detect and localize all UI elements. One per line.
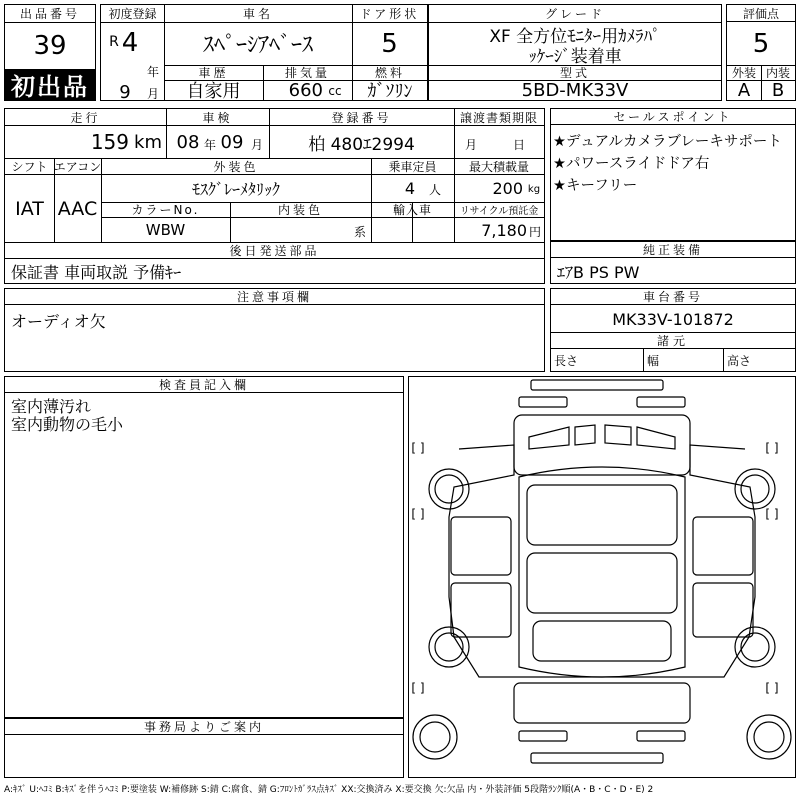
length-label: 長さ — [554, 353, 579, 368]
recycle-unit: 円 — [528, 224, 541, 239]
shift: IAT — [15, 197, 44, 220]
reg-no-label: 登録番号 — [331, 110, 392, 125]
reg-month: 9 — [119, 83, 131, 101]
insp-month-unit: 月 — [250, 137, 263, 152]
bracket-top-right: [ ] — [765, 441, 779, 455]
height-label: 高さ — [727, 353, 752, 368]
car-diagram-box — [408, 376, 796, 778]
equipment: ｴｱB PS PW — [557, 262, 640, 282]
max-load-unit: kg — [527, 183, 541, 195]
capacity: 4 — [404, 179, 415, 198]
notes-box — [4, 288, 545, 372]
exterior-grade: A — [737, 80, 751, 100]
displacement: 660 — [288, 80, 323, 100]
first-listing-badge: 初出品 — [5, 69, 95, 100]
interior-grade: B — [771, 80, 785, 100]
exterior-color-label: 外装色 — [213, 159, 259, 174]
header-grid — [100, 4, 722, 101]
office-label: 事務局よりご案内 — [5, 719, 403, 735]
exterior-color: ﾓｽｸﾞﾚｰﾒﾀﾘｯｸ — [191, 180, 280, 199]
capacity-unit: 人 — [428, 182, 441, 197]
details-grid — [4, 108, 545, 284]
year-unit: 年 — [146, 64, 159, 79]
chassis-box — [550, 288, 796, 372]
recycle-label: リサイクル預託金 — [459, 206, 539, 217]
sales-label: セールスポイント — [551, 109, 795, 125]
transfer-month-unit: 月 — [464, 137, 477, 152]
era: R — [109, 34, 119, 50]
bracket-mid-right: [ ] — [765, 507, 779, 521]
car-name: ｽﾍﾟｰｼｱﾍﾞｰｽ — [202, 33, 313, 58]
model-label: 型式 — [559, 66, 590, 80]
lot-number: 39 — [33, 31, 67, 61]
max-load: 200 — [492, 179, 523, 198]
lot-label: 出品番号 — [5, 5, 95, 23]
insp-month: 09 — [220, 131, 244, 153]
insp-year: 08 — [176, 131, 200, 153]
score-box — [726, 4, 796, 101]
equipment-label: 純正装備 — [551, 242, 795, 258]
bracket-bottom-left: [ ] — [411, 681, 425, 695]
chassis-label: 車台番号 — [551, 289, 795, 305]
mileage-label: 走行 — [70, 110, 101, 125]
first-reg-label: 初度登録 — [108, 7, 157, 21]
color-no-label: カラーNo. — [131, 203, 200, 217]
interior-color-unit: 系 — [353, 224, 366, 239]
notes-label: 注意事項欄 — [5, 289, 544, 305]
bracket-mid-left: [ ] — [411, 507, 425, 521]
ac-label: エアコン — [54, 159, 101, 174]
max-load-label: 最大積載量 — [468, 159, 529, 174]
later-parts-label: 後日発送部品 — [229, 243, 320, 258]
import-label: 輸入車 — [392, 203, 432, 217]
inspector-line-2: 室内動物の毛小 — [11, 414, 124, 433]
color-no: WBW — [145, 221, 186, 239]
recycle: 7,180 — [481, 220, 527, 240]
displacement-label: 排気量 — [284, 66, 330, 80]
reg-no: 柏 480ｴ2994 — [308, 134, 415, 155]
sales-points-box — [550, 108, 796, 241]
shift-label: シフト — [11, 159, 48, 174]
specs-label: 諸元 — [656, 333, 689, 348]
interior-color-label: 内装色 — [277, 203, 323, 217]
office-box — [4, 718, 404, 778]
transfer-day-unit: 日 — [512, 137, 525, 152]
bracket-top-left: [ ] — [411, 441, 425, 455]
chassis: MK33V-101872 — [612, 309, 734, 329]
fuel-label: 燃料 — [374, 66, 405, 80]
displacement-unit: cc — [328, 84, 342, 98]
inspection-label: 車検 — [202, 110, 233, 125]
grade-label: グレード — [544, 7, 605, 21]
ac: AAC — [57, 197, 98, 220]
fuel: ｶﾞｿﾘﾝ — [367, 81, 413, 100]
width-label: 幅 — [647, 353, 660, 368]
insp-year-unit: 年 — [203, 137, 216, 152]
score: 5 — [752, 28, 770, 59]
grade-line2: ｯｹｰｼﾞ装着車 — [528, 46, 622, 65]
reg-year: 4 — [121, 28, 139, 58]
interior-grade-label: 内装 — [765, 66, 790, 80]
car-damage-diagram — [409, 377, 795, 777]
exterior-grade-label: 外装 — [731, 66, 756, 80]
legend: A:ｷｽﾞ U:ﾍｺﾐ B:ｷｽﾞを伴うﾍｺﾐ P:要塗装 W:補修跡 S:錆 C:腐食、錆 G:ﾌﾛﾝﾄｶﾞﾗｽ点ｷｽﾞ XX:交換済み X:要交換 欠:欠品 内・外装評価 5段階ﾗﾝｸ順(A・B・C・D・E) 2 — [4, 784, 654, 795]
mileage-unit: km — [134, 131, 162, 153]
history-label: 車歴 — [198, 66, 229, 80]
inspector-label: 検査員記入欄 — [5, 377, 403, 393]
model: 5BD-MK33V — [521, 80, 629, 100]
inspector-line-1: 室内薄汚れ — [11, 396, 92, 415]
door: 5 — [381, 28, 398, 59]
score-label: 評価点 — [727, 5, 795, 22]
equipment-box — [550, 241, 796, 284]
lot-box — [4, 4, 96, 101]
mileage: 159 — [90, 130, 129, 154]
sales-point-2: ★パワースライドドア右 — [553, 155, 710, 172]
history: 自家用 — [186, 81, 241, 100]
transfer-label: 譲渡書類期限 — [459, 110, 538, 125]
inspector-box — [4, 376, 404, 718]
month-unit: 月 — [146, 86, 159, 101]
car-name-label: 車名 — [242, 7, 273, 21]
later-parts: 保証書 車両取説 予備ｷｰ — [11, 262, 182, 282]
grade-line1: XF 全方位ﾓﾆﾀｰ用ｶﾒﾗﾊﾟ — [489, 26, 661, 45]
capacity-label: 乗車定員 — [388, 159, 437, 174]
notes: オーディオ欠 — [11, 311, 106, 331]
sales-point-3: ★キーフリー — [553, 177, 638, 194]
door-label: ドア形状 — [359, 7, 420, 21]
bracket-bottom-right: [ ] — [765, 681, 779, 695]
sales-point-1: ★デュアルカメラブレーキサポート — [553, 133, 782, 150]
